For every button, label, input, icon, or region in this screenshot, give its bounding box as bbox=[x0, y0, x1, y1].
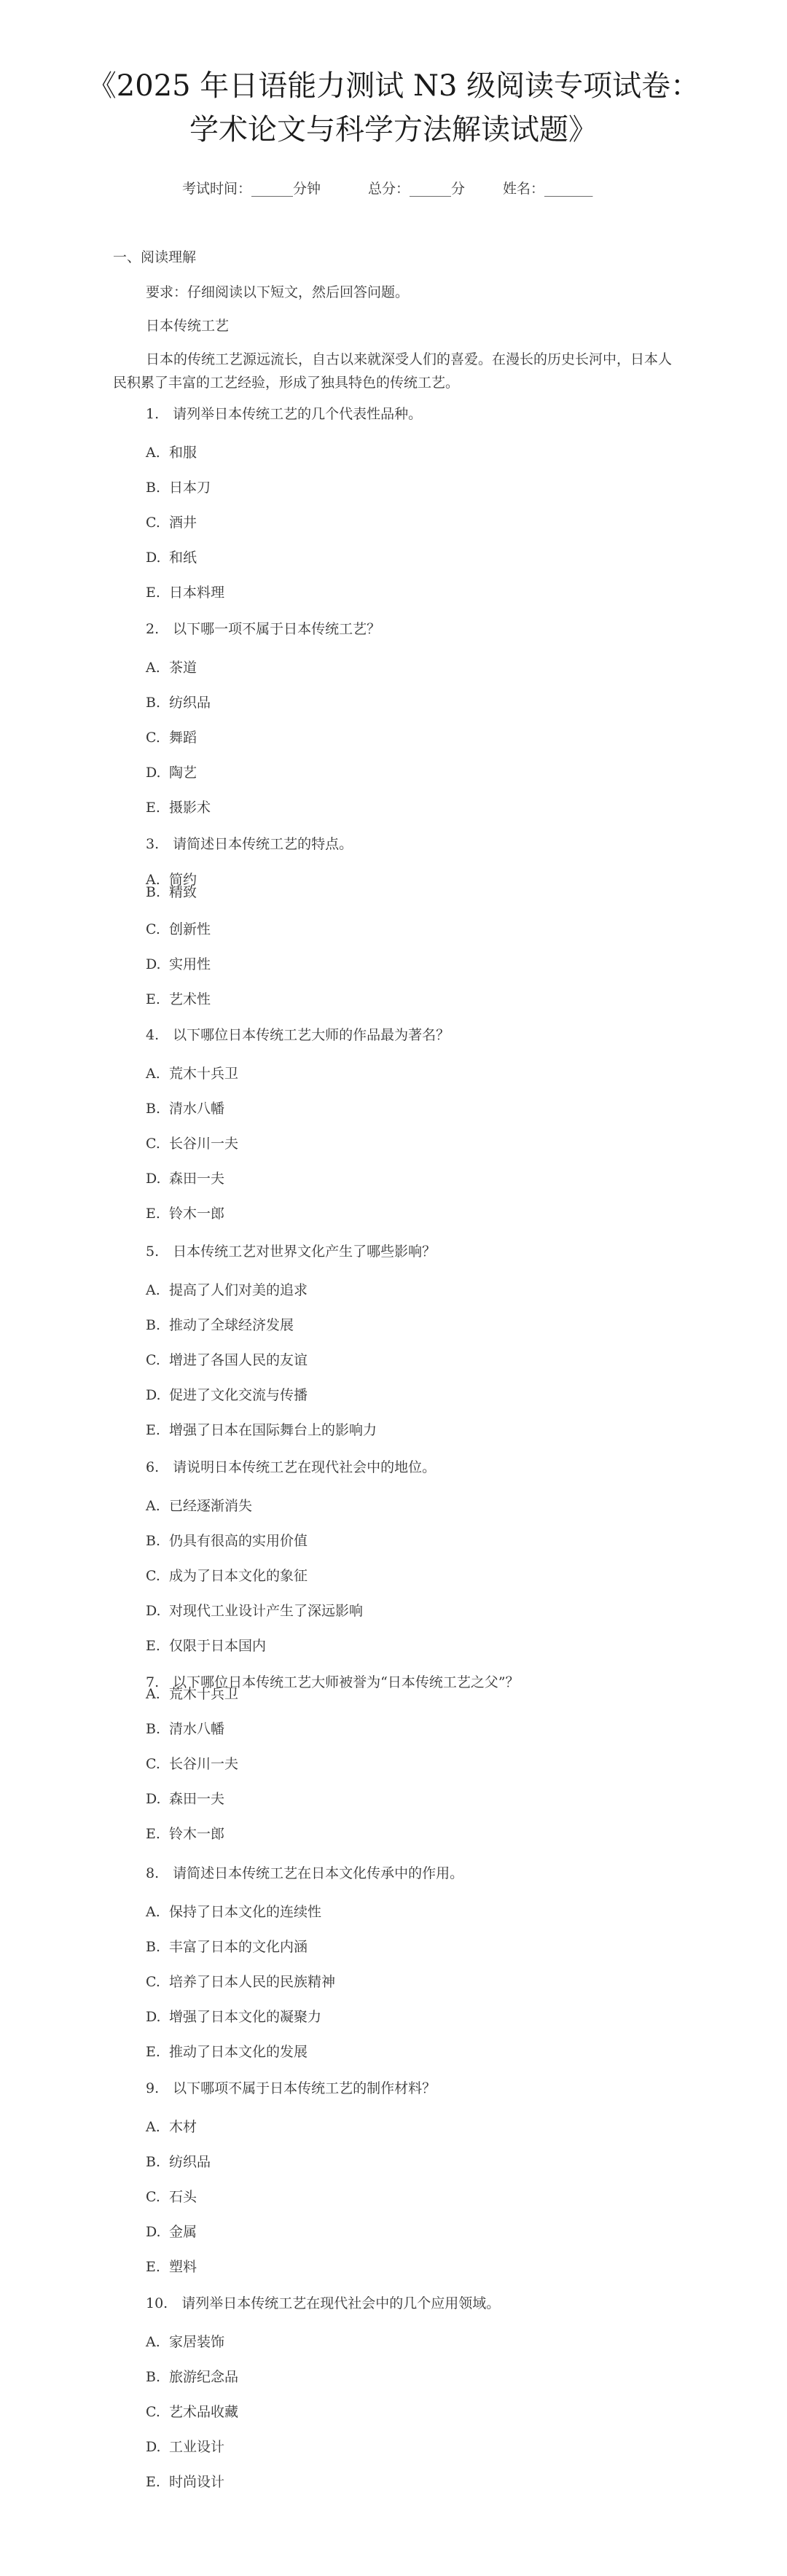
option-text: 创新性 bbox=[169, 921, 211, 937]
option-letter: E. bbox=[146, 2044, 160, 2060]
option-text: 长谷川一夫 bbox=[169, 1136, 239, 1152]
option-text: 增进了各国人民的友谊 bbox=[169, 1352, 308, 1368]
option-2-d bbox=[146, 762, 197, 781]
option-8-a bbox=[146, 1901, 321, 1921]
option-2-e bbox=[146, 797, 211, 816]
question-3: 3. 请简述日本传统工艺的特点。 bbox=[146, 836, 353, 852]
option-5-d bbox=[146, 1384, 308, 1404]
option-text: 家居装饰 bbox=[169, 2334, 225, 2350]
option-letter: B. bbox=[146, 1317, 161, 1333]
option-letter: E. bbox=[146, 1206, 160, 1222]
option-4-a bbox=[146, 1063, 238, 1082]
option-6-e bbox=[146, 1635, 266, 1655]
option-6-a bbox=[146, 1495, 252, 1515]
option-2-b bbox=[146, 692, 211, 711]
option-7-a bbox=[146, 1683, 238, 1703]
option-letter: C. bbox=[146, 2404, 160, 2420]
option-8-c bbox=[146, 1971, 335, 1991]
option-text: 铃木一郎 bbox=[169, 1206, 225, 1222]
option-9-d bbox=[146, 2221, 197, 2241]
option-1-c bbox=[146, 512, 197, 531]
option-letter: B. bbox=[146, 2154, 161, 2170]
option-text: 日本料理 bbox=[169, 585, 225, 601]
option-letter: A. bbox=[146, 445, 160, 461]
option-letter: B. bbox=[146, 1101, 161, 1117]
title-line: 《2025 年日语能力测试 N3 级阅读专项试卷： bbox=[87, 69, 700, 103]
option-text: 精致 bbox=[169, 884, 197, 900]
option-text: 仅限于日本国内 bbox=[169, 1638, 267, 1654]
option-text: 清水八幡 bbox=[169, 1101, 225, 1117]
question-9: 9. 以下哪项不属于日本传统工艺的制作材料？ bbox=[146, 2080, 436, 2096]
option-text: 铃木一郎 bbox=[169, 1826, 225, 1842]
option-letter: C. bbox=[146, 1974, 160, 1990]
option-text: 实用性 bbox=[169, 956, 211, 972]
option-text: 荒木十兵卫 bbox=[169, 1686, 239, 1702]
option-letter: A. bbox=[146, 1498, 160, 1514]
option-text: 促进了文化交流与传播 bbox=[169, 1387, 308, 1403]
passage-text: 日本的传统工艺源远流长，自古以来就深受人们的喜爱。在漫长的历史长河中，日本人民积累了丰富的工艺经验，形成了独具特色的传统工艺。 bbox=[113, 351, 673, 391]
option-letter: C. bbox=[146, 1136, 160, 1152]
option-letter: A. bbox=[146, 1686, 160, 1702]
option-text: 培养了日本人民的民族精神 bbox=[169, 1974, 336, 1990]
option-text: 日本刀 bbox=[169, 480, 211, 496]
option-text: 对现代工业设计产生了深远影响 bbox=[169, 1603, 364, 1619]
option-letter: C. bbox=[146, 2189, 160, 2205]
option-text: 提高了人们对美的追求 bbox=[169, 1282, 308, 1298]
option-text: 和纸 bbox=[169, 550, 197, 566]
question-2: 2. 以下哪一项不属于日本传统工艺？ bbox=[146, 621, 381, 637]
option-text: 石头 bbox=[169, 2189, 197, 2205]
option-letter: D. bbox=[146, 550, 161, 566]
option-9-b bbox=[146, 2151, 211, 2171]
option-8-e bbox=[146, 2041, 308, 2061]
option-6-c bbox=[146, 1565, 308, 1585]
option-letter: A. bbox=[146, 2119, 160, 2135]
option-1-e bbox=[146, 582, 224, 601]
option-text: 塑料 bbox=[169, 2259, 197, 2275]
option-10-c bbox=[146, 2401, 238, 2421]
option-letter: C. bbox=[146, 1352, 160, 1368]
section-heading: 一、阅读理解 bbox=[113, 249, 197, 265]
option-letter: A. bbox=[146, 1282, 160, 1298]
option-text: 已经逐渐消失 bbox=[169, 1498, 253, 1514]
option-10-b bbox=[146, 2366, 238, 2386]
option-letter: D. bbox=[146, 1171, 161, 1187]
option-letter: E. bbox=[146, 1422, 160, 1438]
total-score: 总分：______分 bbox=[368, 181, 466, 197]
option-text: 纺织品 bbox=[169, 695, 211, 711]
option-8-b bbox=[146, 1936, 308, 1956]
document-title bbox=[0, 64, 787, 152]
option-1-b bbox=[146, 477, 211, 496]
question-7: 7. 以下哪位日本传统工艺大师被誉为“日本传统工艺之父”？ bbox=[146, 1674, 520, 1690]
option-letter: B. bbox=[146, 2369, 161, 2385]
option-text: 简约 bbox=[169, 872, 197, 888]
option-9-c bbox=[146, 2186, 197, 2206]
option-5-c bbox=[146, 1349, 308, 1369]
option-3-c bbox=[146, 918, 211, 938]
option-text: 艺术性 bbox=[169, 991, 211, 1007]
option-3-d bbox=[146, 953, 211, 973]
option-letter: C. bbox=[146, 921, 160, 937]
option-letter: C. bbox=[146, 1568, 160, 1584]
option-text: 仍具有很高的实用价值 bbox=[169, 1533, 308, 1549]
exam-time: 考试时间：______分钟 bbox=[182, 181, 321, 197]
option-6-b bbox=[146, 1530, 308, 1550]
option-text: 舞蹈 bbox=[169, 730, 197, 746]
option-text: 增强了日本文化的凝聚力 bbox=[169, 2009, 322, 2025]
option-letter: A. bbox=[146, 1904, 160, 1920]
option-letter: B. bbox=[146, 695, 161, 711]
option-4-e bbox=[146, 1203, 224, 1222]
option-letter: B. bbox=[146, 1533, 161, 1549]
option-text: 陶艺 bbox=[169, 765, 197, 781]
passage-title: 日本传统工艺 bbox=[146, 318, 230, 334]
option-letter: E. bbox=[146, 800, 160, 816]
option-letter: D. bbox=[146, 1603, 161, 1619]
option-4-d bbox=[146, 1168, 224, 1187]
option-text: 森田一夫 bbox=[169, 1791, 225, 1807]
option-text: 金属 bbox=[169, 2224, 197, 2240]
question-5: 5. 日本传统工艺对世界文化产生了哪些影响？ bbox=[146, 1244, 436, 1260]
option-2-a bbox=[146, 657, 197, 676]
option-text: 和服 bbox=[169, 445, 197, 461]
option-letter: D. bbox=[146, 2439, 161, 2455]
option-letter: D. bbox=[146, 765, 161, 781]
option-8-d bbox=[146, 2006, 321, 2026]
option-letter: B. bbox=[146, 884, 161, 900]
option-text: 木材 bbox=[169, 2119, 197, 2135]
option-9-a bbox=[146, 2116, 197, 2136]
option-letter: B. bbox=[146, 1939, 161, 1955]
option-letter: E. bbox=[146, 2259, 160, 2275]
option-text: 长谷川一夫 bbox=[169, 1756, 239, 1772]
option-text: 成为了日本文化的象征 bbox=[169, 1568, 308, 1584]
option-letter: E. bbox=[146, 2474, 160, 2490]
option-letter: D. bbox=[146, 1387, 161, 1403]
option-6-d bbox=[146, 1600, 363, 1620]
option-letter: A. bbox=[146, 2334, 160, 2350]
option-letter: C. bbox=[146, 515, 160, 531]
option-letter: B. bbox=[146, 1721, 161, 1737]
option-text: 推动了全球经济发展 bbox=[169, 1317, 294, 1333]
option-text: 纺织品 bbox=[169, 2154, 211, 2170]
option-text: 增强了日本在国际舞台上的影响力 bbox=[169, 1422, 377, 1438]
option-5-a bbox=[146, 1279, 308, 1299]
option-1-d bbox=[146, 547, 197, 566]
option-text: 保持了日本文化的连续性 bbox=[169, 1904, 322, 1920]
option-2-c bbox=[146, 727, 197, 746]
option-10-d bbox=[146, 2436, 224, 2456]
option-letter: D. bbox=[146, 2009, 161, 2025]
option-10-e bbox=[146, 2471, 224, 2491]
option-letter: A. bbox=[146, 1066, 160, 1082]
option-letter: A. bbox=[146, 872, 160, 888]
option-text: 旅游纪念品 bbox=[169, 2369, 239, 2385]
option-letter: C. bbox=[146, 730, 160, 746]
option-text: 森田一夫 bbox=[169, 1171, 225, 1187]
option-letter: E. bbox=[146, 585, 160, 601]
option-3-b bbox=[146, 881, 197, 901]
option-text: 清水八幡 bbox=[169, 1721, 225, 1737]
option-letter: A. bbox=[146, 660, 160, 676]
instruction: 要求：仔细阅读以下短文，然后回答问题。 bbox=[146, 284, 410, 300]
option-text: 时尚设计 bbox=[169, 2474, 225, 2490]
question-8: 8. 请简述日本传统工艺在日本文化传承中的作用。 bbox=[146, 1865, 464, 1881]
option-7-c bbox=[146, 1753, 238, 1773]
option-text: 推动了日本文化的发展 bbox=[169, 2044, 308, 2060]
question-1: 1. 请列举日本传统工艺的几个代表性品种。 bbox=[146, 406, 423, 422]
option-4-b bbox=[146, 1098, 224, 1117]
option-3-e bbox=[146, 988, 211, 1008]
option-text: 艺术品收藏 bbox=[169, 2404, 239, 2420]
option-text: 丰富了日本的文化内涵 bbox=[169, 1939, 308, 1955]
option-letter: E. bbox=[146, 1638, 160, 1654]
option-7-b bbox=[146, 1718, 224, 1738]
question-6: 6. 请说明日本传统工艺在现代社会中的地位。 bbox=[146, 1459, 436, 1475]
question-4: 4. 以下哪位日本传统工艺大师的作品最为著名？ bbox=[146, 1027, 450, 1043]
option-letter: E. bbox=[146, 1826, 160, 1842]
option-text: 酒井 bbox=[169, 515, 197, 531]
option-10-a bbox=[146, 2331, 224, 2351]
option-1-a bbox=[146, 442, 197, 461]
option-7-d bbox=[146, 1788, 224, 1808]
student-name: 姓名：_______ bbox=[503, 181, 593, 197]
option-5-e bbox=[146, 1419, 377, 1439]
option-9-e bbox=[146, 2256, 197, 2276]
question-10: 10. 请列举日本传统工艺在现代社会中的几个应用领域。 bbox=[146, 2295, 501, 2311]
option-letter: B. bbox=[146, 480, 161, 496]
option-letter: E. bbox=[146, 991, 160, 1007]
option-5-b bbox=[146, 1314, 294, 1334]
option-text: 荒木十兵卫 bbox=[169, 1066, 239, 1082]
option-letter: D. bbox=[146, 2224, 161, 2240]
option-7-e bbox=[146, 1823, 224, 1843]
option-4-c bbox=[146, 1133, 238, 1152]
option-text: 工业设计 bbox=[169, 2439, 225, 2455]
option-letter: D. bbox=[146, 956, 161, 972]
option-text: 摄影术 bbox=[169, 800, 211, 816]
option-letter: D. bbox=[146, 1791, 161, 1807]
option-letter: C. bbox=[146, 1756, 160, 1772]
option-text: 茶道 bbox=[169, 660, 197, 676]
title-line: 学术论文与科学方法解读试题》 bbox=[189, 113, 598, 147]
